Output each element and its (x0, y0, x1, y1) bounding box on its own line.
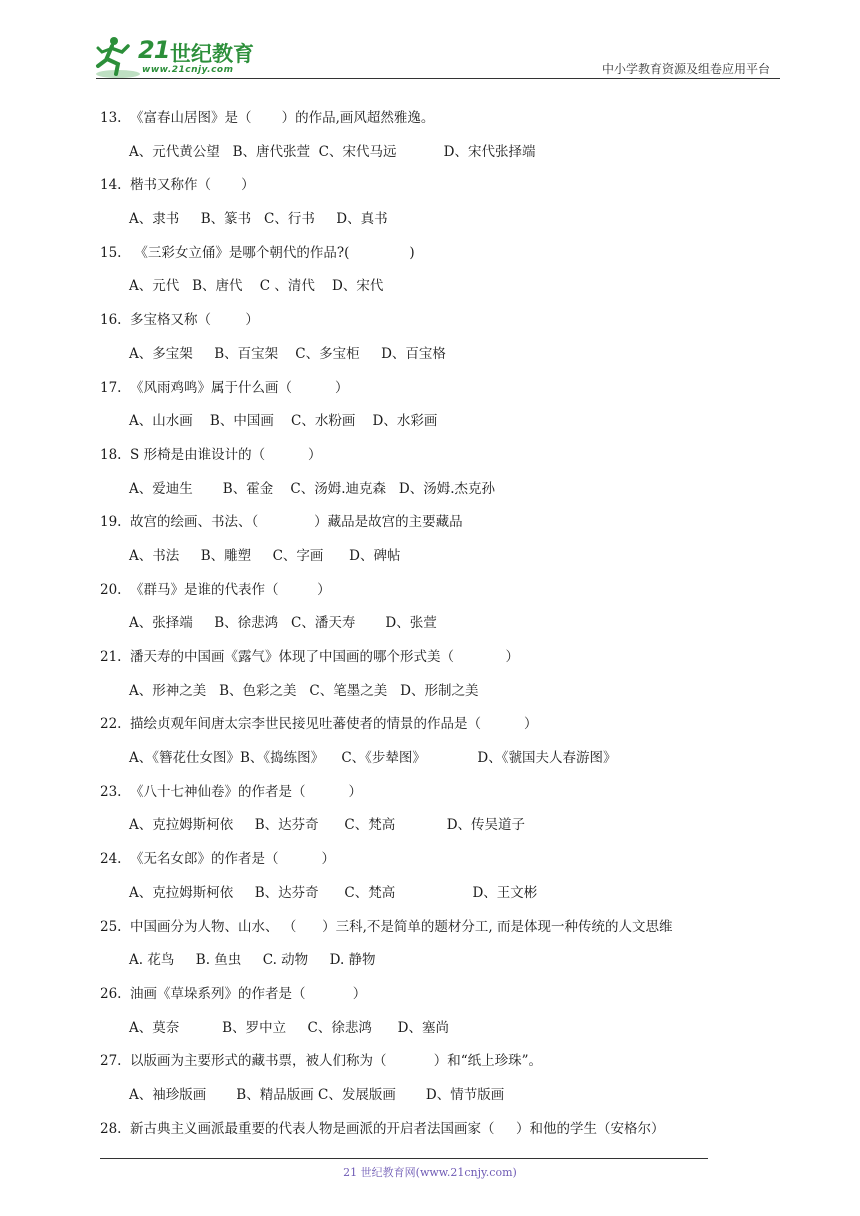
options-25: A. 花鸟 B. 鱼虫 C. 动物 D. 静物 (129, 952, 376, 969)
options-24: A、克拉姆斯柯依 B、达芬奇 C、梵高 D、王文彬 (129, 884, 538, 901)
footer-divider (100, 1158, 708, 1159)
options-21: A、形神之美 B、色彩之美 C、笔墨之美 D、形制之美 (129, 682, 479, 699)
options-22: A、《簪花仕女图》B、《捣练图》 C、《步辇图》 D、《虢国夫人春游图》 (129, 750, 617, 767)
question-14: 14. 楷书又称作（ ） (100, 177, 255, 194)
options-13: A、元代黄公望 B、唐代张萱 C、宋代马远 D、宋代张择端 (129, 143, 536, 160)
options-19: A、书法 B、雕塑 C、字画 D、碑帖 (129, 547, 401, 564)
question-16: 16. 多宝格又称（ ） (100, 312, 259, 329)
question-18: 18. S 形椅是由谁设计的（ ） (100, 446, 322, 463)
question-list (100, 102, 780, 1146)
question-22: 22. 描绘贞观年间唐太宗李世民接见吐蕃使者的情景的作品是（ ） (100, 716, 538, 733)
logo-url: www.21cnjy.com (142, 65, 234, 75)
options-26: A、莫奈 B、罗中立 C、徐悲鸿 D、塞尚 (129, 1019, 449, 1036)
options-17: A、山水画 B、中国画 C、水粉画 D、水彩画 (129, 413, 438, 430)
logo-number: 21 (138, 36, 170, 64)
options-27: A、袖珍版画 B、精品版画 C、发展版画 D、情节版画 (129, 1086, 505, 1103)
question-27: 27. 以版画为主要形式的藏书票，被人们称为（ ）和“纸上珍珠”。 (100, 1053, 543, 1070)
footer-link[interactable]: 21 世纪教育网(www.21cnjy.com) (343, 1166, 517, 1179)
options-16: A、多宝架 B、百宝架 C、多宝柜 D、百宝格 (129, 345, 446, 362)
header-tagline: 中小学教育资源及组卷应用平台 (601, 62, 770, 76)
question-25: 25. 中国画分为人物、山水、 （ ）三科,不是简单的题材分工, 而是体现一种传统的人文思维 (100, 918, 673, 935)
options-23: A、克拉姆斯柯依 B、达芬奇 C、梵高 D、传吴道子 (129, 817, 526, 834)
question-24: 24. 《无名女郎》的作者是（ ） (100, 851, 335, 868)
site-logo[interactable] (92, 34, 292, 80)
question-28: 28. 新古典主义画派最重要的代表人物是画派的开启者法国画家（ ）和他的学生（安格尔） (100, 1120, 665, 1137)
question-23: 23. 《八十七神仙卷》的作者是（ ） (100, 783, 362, 800)
header-divider (96, 78, 780, 79)
options-14: A、隶书 B、篆书 C、行书 D、真书 (129, 211, 388, 228)
question-21: 21. 潘天寿的中国画《露气》体现了中国画的哪个形式美（ ） (100, 649, 520, 665)
question-15: 15. 《三彩女立俑》是哪个朝代的作品?( ) (100, 244, 415, 261)
options-18: A、爱迪生 B、霍金 C、汤姆.迪克森 D、汤姆.杰克孙 (129, 480, 495, 497)
question-17: 17. 《风雨鸡鸣》属于什么画（ ） (100, 379, 349, 396)
question-19: 19. 故宫的绘画、书法、（ ）藏品是故宫的主要藏品 (100, 514, 463, 531)
options-15: A、元代 B、唐代 C 、清代 D、宋代 (129, 278, 384, 295)
options-20: A、张择端 B、徐悲鸿 C、潘天寿 D、张萱 (129, 615, 437, 632)
logo-text: 世纪教育 (170, 42, 254, 66)
question-20: 20. 《群马》是谁的代表作（ ） (100, 581, 331, 598)
question-13: 13. 《富春山居图》是（ ）的作品,画风超然雅逸。 (100, 110, 435, 126)
runner-icon (92, 34, 140, 80)
question-26: 26. 油画《草垛系列》的作者是（ ） (100, 985, 367, 1002)
page-header (0, 0, 860, 90)
